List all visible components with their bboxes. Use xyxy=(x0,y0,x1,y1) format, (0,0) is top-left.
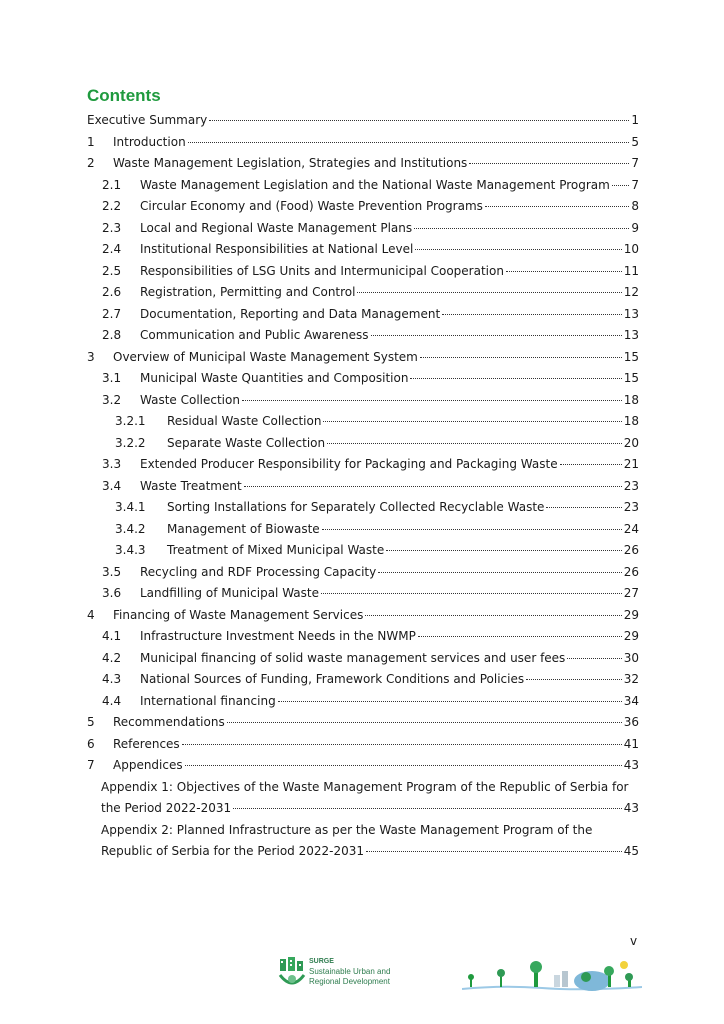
toc-dot-leader xyxy=(410,377,621,379)
toc-entry-number: 1 xyxy=(87,134,95,149)
toc-entry-number: 4.3 xyxy=(102,672,122,686)
toc-entry-number: 2.2 xyxy=(102,199,122,213)
toc-entry[interactable] xyxy=(115,497,639,517)
toc-entry-title: International financing xyxy=(140,693,276,708)
toc-entry-number: 4.4 xyxy=(102,693,122,708)
toc-entry-title: Landfilling of Municipal Waste xyxy=(140,586,319,600)
toc-entry[interactable] xyxy=(102,691,639,711)
toc-entry-title: Waste Collection xyxy=(140,392,240,407)
toc-entry-page: 20 xyxy=(623,435,639,450)
toc-entry-title: Responsibilities of LSG Units and Intermunicipal Cooperation xyxy=(140,263,504,278)
appendix-entry-page: 45 xyxy=(623,844,639,858)
toc-entry[interactable] xyxy=(102,239,639,259)
toc-entry-page: 41 xyxy=(623,736,639,751)
toc-dot-leader xyxy=(209,119,629,121)
toc-entry[interactable] xyxy=(115,519,639,539)
footer-illustration xyxy=(462,955,642,995)
logo-brand: SURGE xyxy=(309,958,334,965)
toc-entry-number: 3.2.1 xyxy=(115,414,146,428)
appendix-entry-title: Republic of Serbia for the Period 2022-2031 xyxy=(101,844,364,858)
toc-entry-page: 23 xyxy=(623,478,639,493)
toc-entry-title: Registration, Permitting and Control xyxy=(140,285,356,299)
toc-entry-page: 15 xyxy=(623,371,639,385)
toc-entry-page: 29 xyxy=(623,607,639,622)
toc-entry-number: 2.8 xyxy=(102,328,122,342)
toc-dot-leader xyxy=(442,313,622,315)
toc-entry-number: 3 xyxy=(87,349,95,364)
toc-dot-leader xyxy=(485,205,629,207)
toc-entry-number: 2.5 xyxy=(102,263,122,278)
toc-entry-title: Waste Treatment xyxy=(140,478,242,493)
toc-entry[interactable] xyxy=(102,175,639,195)
toc-entry-title: References xyxy=(113,736,180,751)
toc-entry-title: Waste Management Legislation and the National Waste Management Program xyxy=(140,177,610,192)
toc-dot-leader xyxy=(242,399,622,401)
toc-dot-leader xyxy=(327,442,622,444)
toc-entry-page: 7 xyxy=(631,177,639,192)
toc-entry[interactable] xyxy=(102,648,639,668)
toc-dot-leader xyxy=(244,485,622,487)
toc-dot-leader xyxy=(357,291,621,293)
toc-dot-leader xyxy=(418,635,622,637)
toc-dot-leader xyxy=(386,549,621,551)
toc-entry-number: 3.3 xyxy=(102,457,122,471)
toc-dot-leader xyxy=(414,227,629,229)
toc-entry-page: 18 xyxy=(623,414,639,428)
toc-entry-title: Overview of Municipal Waste Management System xyxy=(113,349,418,364)
toc-entry[interactable] xyxy=(102,454,639,474)
toc-entry-page: 23 xyxy=(623,500,639,514)
toc-entry-page: 7 xyxy=(631,156,639,170)
toc-entry-number: 3.4 xyxy=(102,478,122,493)
toc-entry-number: 2 xyxy=(87,156,95,170)
contents-heading: Contents xyxy=(87,86,161,105)
toc-entry-title: Documentation, Reporting and Data Management xyxy=(140,306,441,321)
toc-entry-number: 3.5 xyxy=(102,564,122,579)
toc-entry-page: 8 xyxy=(631,199,639,213)
toc-entry-title: Treatment of Mixed Municipal Waste xyxy=(167,543,385,557)
toc-entry-title: Waste Management Legislation, Strategies and Institutions xyxy=(113,156,468,170)
toc-entry-page: 36 xyxy=(623,715,639,729)
toc-dot-leader xyxy=(365,614,621,616)
toc-entry-page: 21 xyxy=(623,457,639,471)
toc-dot-leader xyxy=(546,506,621,508)
toc-dot-leader xyxy=(321,592,622,594)
toc-entry[interactable] xyxy=(102,476,639,496)
toc-entry[interactable] xyxy=(102,325,639,345)
toc-dot-leader xyxy=(188,141,630,143)
toc-entry[interactable] xyxy=(115,411,639,431)
toc-entry[interactable] xyxy=(102,669,639,689)
logo-line-1: Sustainable Urban and xyxy=(309,967,391,976)
toc-entry-title: Financing of Waste Management Services xyxy=(113,607,364,622)
toc-dot-leader xyxy=(415,248,621,250)
toc-entry[interactable] xyxy=(102,390,639,410)
toc-entry-title: Appendices xyxy=(113,758,183,772)
toc-dot-leader xyxy=(278,700,622,702)
toc-dot-leader xyxy=(560,463,622,465)
toc-entry[interactable] xyxy=(87,712,639,732)
toc-dot-leader xyxy=(526,678,622,680)
toc-entry-title: Communication and Public Awareness xyxy=(140,328,369,342)
toc-entry-page: 24 xyxy=(623,521,639,536)
appendix-entry-line-1[interactable]: Appendix 1: Objectives of the Waste Management Program of the Republic of Serbia for xyxy=(101,779,629,794)
toc-entry-title: Local and Regional Waste Management Plans xyxy=(140,220,413,235)
toc-entry[interactable] xyxy=(102,562,639,582)
toc-entry-title: Recycling and RDF Processing Capacity xyxy=(140,564,377,579)
toc-entry[interactable] xyxy=(87,605,639,625)
toc-entry[interactable] xyxy=(102,368,639,388)
toc-entry-number: 4.1 xyxy=(102,629,122,643)
toc-entry-number: 6 xyxy=(87,736,95,751)
toc-entry-number: 3.2 xyxy=(102,392,122,407)
toc-entry-page: 32 xyxy=(623,672,639,686)
toc-entry-number: 2.7 xyxy=(102,306,122,321)
toc-entry-page: 30 xyxy=(623,650,639,665)
toc-entry-page: 1 xyxy=(631,113,639,127)
toc-entry-title: Circular Economy and (Food) Waste Prevention Programs xyxy=(140,199,483,213)
toc-dot-leader xyxy=(322,528,622,530)
landscape-illustration xyxy=(462,955,642,995)
toc-dot-leader xyxy=(469,162,629,164)
toc-entry[interactable] xyxy=(115,540,639,560)
toc-entry[interactable] xyxy=(87,110,639,130)
page-number: v xyxy=(630,934,638,948)
logo-line-2: Regional Development xyxy=(309,977,390,986)
toc-dot-leader xyxy=(612,184,630,186)
toc-entry-page: 9 xyxy=(631,220,639,235)
toc-dot-leader xyxy=(233,807,622,809)
toc-dot-leader xyxy=(567,657,621,659)
toc-entry-title: Extended Producer Responsibility for Packaging and Packaging Waste xyxy=(140,457,558,471)
toc-entry[interactable] xyxy=(87,132,639,152)
surge-logo xyxy=(277,955,427,995)
toc-entry-page: 15 xyxy=(623,349,639,364)
toc-entry-page: 18 xyxy=(623,392,639,407)
appendix-entry-line-2[interactable] xyxy=(101,798,639,818)
toc-entry-page: 26 xyxy=(623,543,639,557)
appendix-entry-page: 43 xyxy=(623,801,639,815)
toc-entry-number: 5 xyxy=(87,715,95,729)
toc-entry-page: 10 xyxy=(623,242,639,256)
toc-entry-title: Municipal Waste Quantities and Composition xyxy=(140,371,409,385)
toc-entry-title: Recommendations xyxy=(113,715,225,729)
toc-entry-title: Executive Summary xyxy=(87,113,208,127)
toc-entry-page: 26 xyxy=(623,564,639,579)
toc-entry-title: Residual Waste Collection xyxy=(167,414,322,428)
toc-entry[interactable] xyxy=(102,626,639,646)
toc-dot-leader xyxy=(366,850,622,852)
toc-entry-number: 2.3 xyxy=(102,220,122,235)
appendix-entry-line-1[interactable]: Appendix 2: Planned Infrastructure as per the Waste Management Program of the xyxy=(101,822,593,837)
toc-entry-page: 5 xyxy=(631,134,639,149)
toc-entry[interactable] xyxy=(102,261,639,281)
toc-dot-leader xyxy=(420,356,622,358)
appendix-entry-title: the Period 2022-2031 xyxy=(101,801,232,815)
toc-entry-title: Sorting Installations for Separately Collected Recyclable Waste xyxy=(167,500,545,514)
toc-entry[interactable] xyxy=(87,347,639,367)
toc-entry[interactable] xyxy=(102,583,639,603)
toc-entry-number: 3.4.2 xyxy=(115,521,146,536)
toc-entry-title: Infrastructure Investment Needs in the NWMP xyxy=(140,629,416,643)
toc-entry-page: 11 xyxy=(623,263,639,278)
toc-entry-number: 2.4 xyxy=(102,242,122,256)
appendix-entry-line-2[interactable] xyxy=(101,841,639,861)
toc-entry-page: 12 xyxy=(623,285,639,299)
toc-dot-leader xyxy=(182,743,622,745)
toc-entry-title: Management of Biowaste xyxy=(167,521,320,536)
toc-entry-number: 3.6 xyxy=(102,586,122,600)
toc-entry-number: 3.2.2 xyxy=(115,435,146,450)
toc-entry-page: 13 xyxy=(623,306,639,321)
toc-dot-leader xyxy=(371,334,622,336)
toc-entry[interactable] xyxy=(102,304,639,324)
toc-entry[interactable] xyxy=(102,282,639,302)
toc-dot-leader xyxy=(185,764,622,766)
toc-entry-page: 27 xyxy=(623,586,639,600)
toc-dot-leader xyxy=(506,270,622,272)
toc-entry-number: 3.4.1 xyxy=(115,500,146,514)
toc-entry-number: 3.4.3 xyxy=(115,543,146,557)
toc-entry[interactable] xyxy=(87,153,639,173)
toc-entry[interactable] xyxy=(87,734,639,754)
toc-entry-number: 2.6 xyxy=(102,285,122,299)
toc-entry[interactable] xyxy=(102,196,639,216)
toc-entry-number: 2.1 xyxy=(102,177,122,192)
toc-entry[interactable] xyxy=(115,433,639,453)
toc-dot-leader xyxy=(323,420,621,422)
toc-entry-page: 34 xyxy=(623,693,639,708)
surge-logo-icon xyxy=(277,955,307,991)
toc-entry[interactable] xyxy=(102,218,639,238)
toc-dot-leader xyxy=(378,571,622,573)
toc-entry-title: Introduction xyxy=(113,134,186,149)
toc-entry-page: 43 xyxy=(623,758,639,772)
toc-entry-title: Institutional Responsibilities at National Level xyxy=(140,242,414,256)
toc-entry-title: Separate Waste Collection xyxy=(167,435,326,450)
toc-entry-number: 4.2 xyxy=(102,650,122,665)
toc-entry-title: Municipal financing of solid waste management services and user fees xyxy=(140,650,566,665)
toc-dot-leader xyxy=(227,721,622,723)
toc-entry[interactable] xyxy=(87,755,639,775)
toc-entry-number: 3.1 xyxy=(102,371,122,385)
toc-entry-page: 29 xyxy=(623,629,639,643)
toc-entry-number: 4 xyxy=(87,607,95,622)
toc-entry-number: 7 xyxy=(87,758,95,772)
toc-entry-page: 13 xyxy=(623,328,639,342)
toc-entry-title: National Sources of Funding, Framework Conditions and Policies xyxy=(140,672,525,686)
